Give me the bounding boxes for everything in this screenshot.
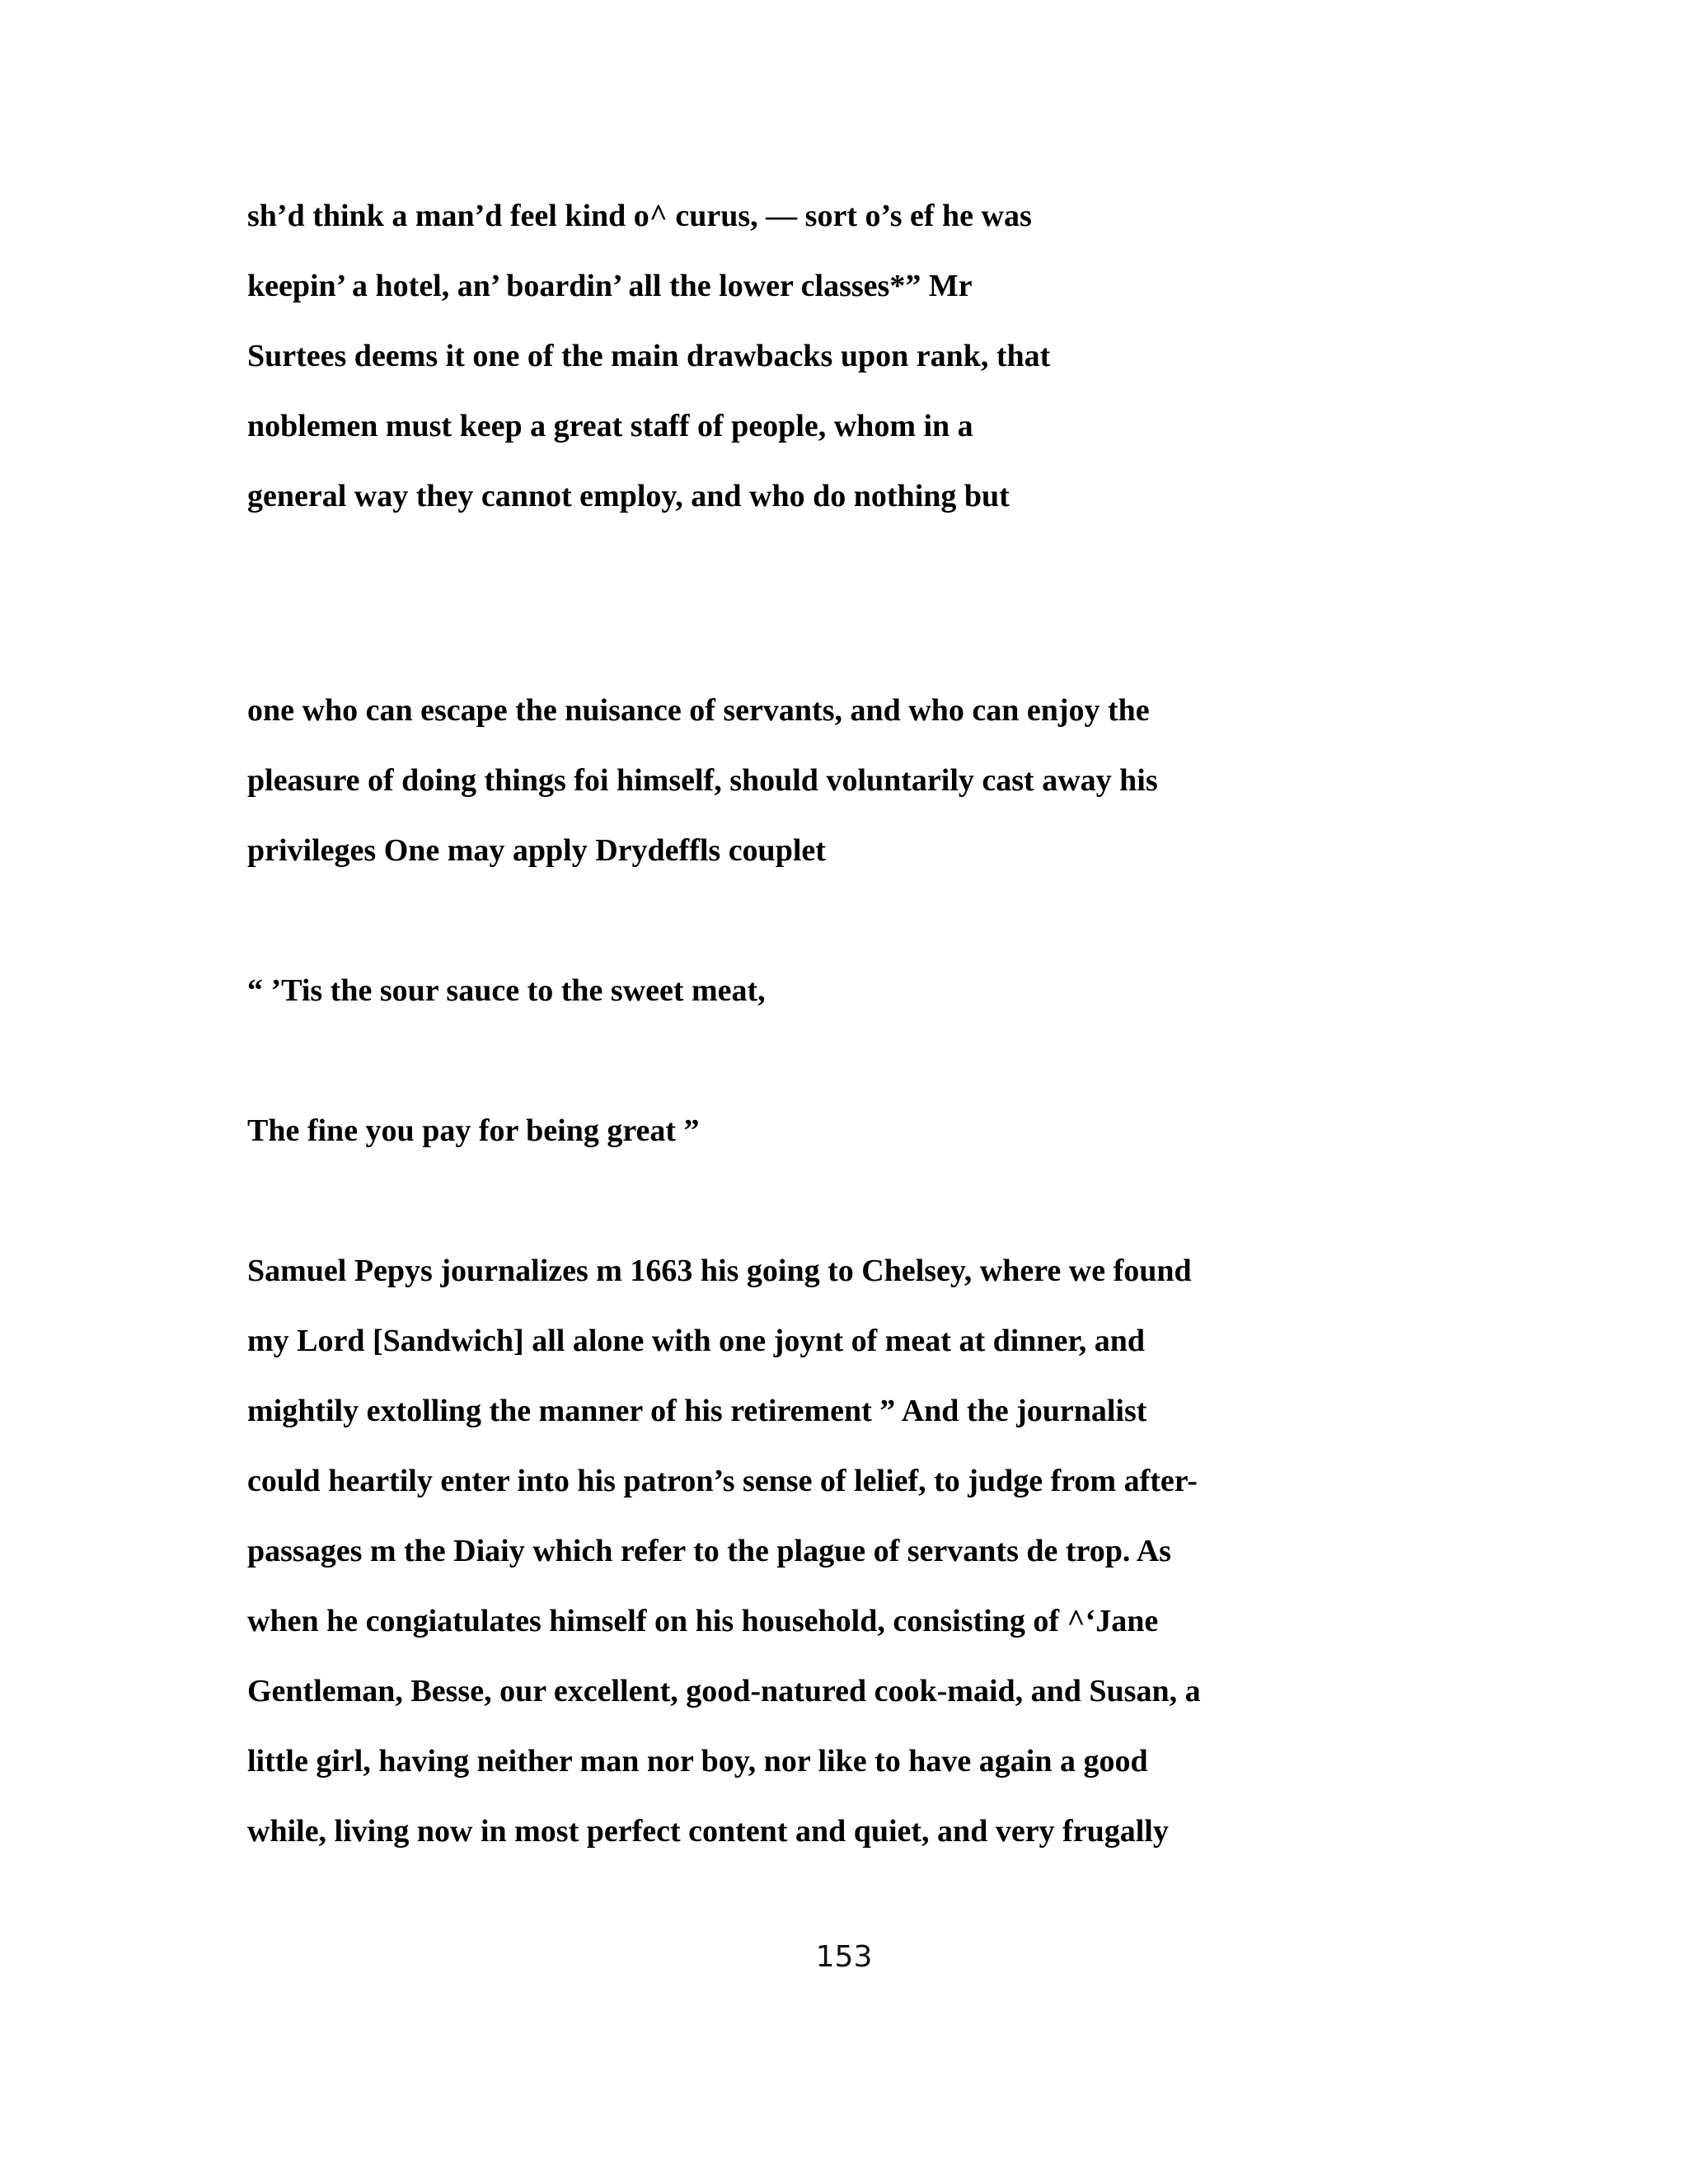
text-line: Samuel Pepys journalizes m 1663 his going to Chelsey, where we found [247,1254,1192,1288]
text-line: passages m the Diaiy which refer to the plague of servants de trop. As [247,1534,1171,1568]
text-line: privileges One may apply Drydeffls couplet [247,833,826,868]
text-line: could heartily enter into his patron’s sense of lelief, to judge from after- [247,1464,1198,1498]
text-line: mightily extolling the manner of his retirement ” And the journalist [247,1394,1147,1428]
text-line: when he congiatulates himself on his household, consisting of ^‘Jane [247,1604,1159,1638]
text-line: Gentleman, Besse, our excellent, good-natured cook-maid, and Susan, a [247,1674,1201,1708]
text-line: pleasure of doing things foi himself, should voluntarily cast away his [247,763,1158,798]
page-number: 153 [815,1940,873,1974]
text-line: my Lord [Sandwich] all alone with one joynt of meat at dinner, and [247,1324,1146,1358]
text-line: Surtees deems it one of the main drawbacks upon rank, that [247,339,1051,373]
quote-line: “ ’Tis the sour sauce to the sweet meat, [247,973,766,1008]
text-line: while, living now in most perfect content and quiet, and very frugally [247,1814,1169,1849]
text-line: general way they cannot employ, and who do nothing but [247,479,1010,513]
text-line: little girl, having neither man nor boy, nor like to have again a good [247,1744,1148,1779]
text-line: keepin’ a hotel, an’ boardin’ all the lower classes*” Mr [247,269,973,303]
text-line: sh’d think a man’d feel kind o^ curus, — sort o’s ef he was [247,199,1032,233]
quote-line: The fine you pay for being great ” [247,1113,700,1148]
text-line: noblemen must keep a great staff of people, whom in a [247,409,973,443]
text-line: one who can escape the nuisance of servants, and who can enjoy the [247,693,1150,728]
